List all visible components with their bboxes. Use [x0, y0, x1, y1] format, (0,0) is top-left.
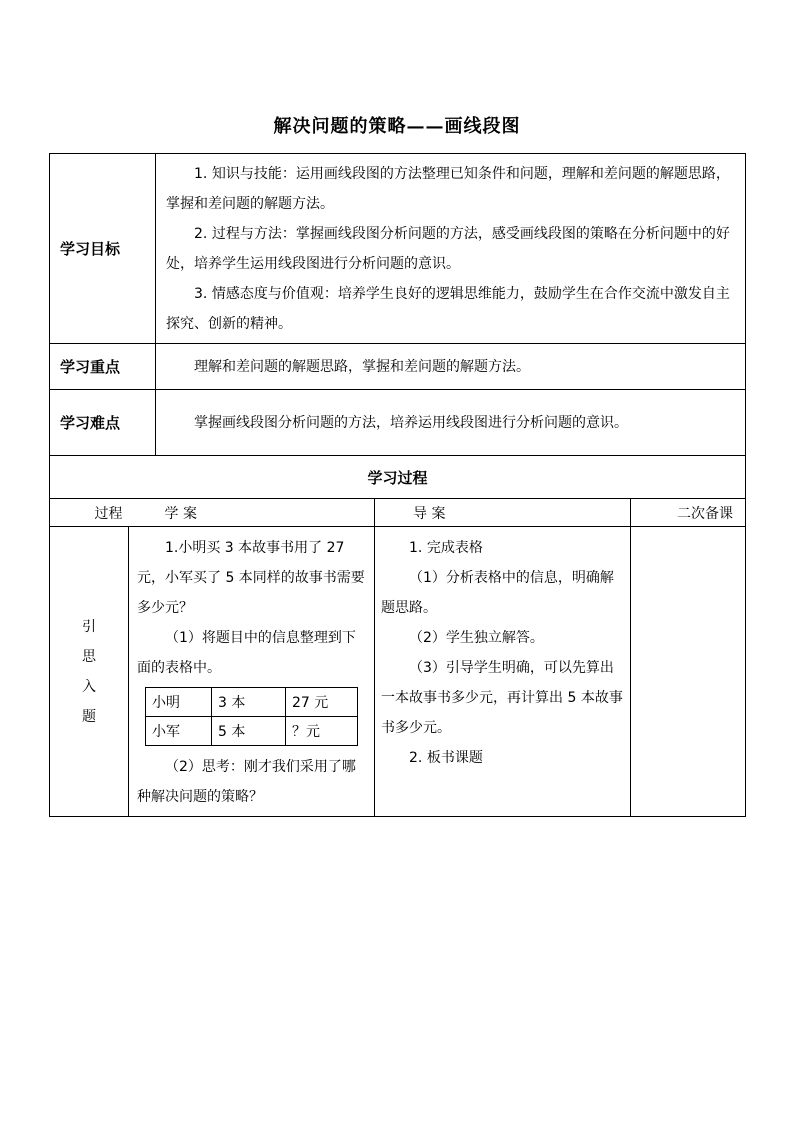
info-cell: 27 元 [286, 688, 358, 717]
info-cell: 5 本 [212, 717, 286, 746]
col-study: 学 案 [129, 499, 375, 527]
info-cell: ？元 [286, 717, 358, 746]
guide-item: 2. 板书课题 [409, 750, 483, 766]
goal-item-1: 1. 知识与技能：运用画线段图的方法整理已知条件和问题，理解和差问题的解题思路，掌握和差问题的解题方法。 [166, 165, 730, 212]
stage-char: 思 [82, 648, 96, 665]
guide-item: 1. 完成表格 [409, 540, 483, 556]
col-second: 二次备课 [631, 499, 746, 527]
col-guide: 导 案 [375, 499, 631, 527]
goal-item-3: 3. 情感态度与价值观：培养学生良好的逻辑思维能力，鼓励学生在合作交流中激发自主探究、创新的精神。 [166, 285, 730, 332]
difficulties-text: 掌握画线段图分析问题的方法，培养运用线段图进行分析问题的意识。 [194, 414, 629, 431]
guide-cell [375, 527, 631, 817]
info-row [146, 717, 358, 746]
study-cell [129, 527, 375, 817]
key-points-row [50, 344, 746, 390]
key-points-label: 学习重点 [50, 344, 156, 390]
process-heading-row [50, 456, 746, 499]
info-cell: 小军 [146, 717, 212, 746]
key-points-text: 理解和差问题的解题思路，掌握和差问题的解题方法。 [194, 358, 531, 375]
difficulties-label: 学习难点 [50, 390, 156, 456]
stage-cell [50, 527, 129, 817]
goals-content [156, 154, 746, 344]
stage-char: 题 [82, 708, 96, 725]
goal-item-2: 2. 过程与方法：掌握画线段图分析问题的方法，感受画线段图的策略在分析问题中的好处，培养学生运用线段图进行分析问题的意识。 [166, 225, 730, 272]
stage-char: 入 [82, 678, 96, 695]
stage-char: 引 [82, 618, 96, 635]
guide-item: （1）分析表格中的信息，明确解题思路。 [381, 570, 614, 616]
col-stage: 过程 [50, 499, 129, 527]
info-table [145, 687, 358, 746]
goals-row [50, 154, 746, 344]
info-row [146, 688, 358, 717]
lesson-plan-table [49, 153, 746, 817]
goals-label: 学习目标 [50, 154, 156, 344]
info-cell: 小明 [146, 688, 212, 717]
process-column-header [50, 499, 746, 527]
study-step-1: （1）将题目中的信息整理到下面的表格中。 [137, 630, 356, 676]
process-row-intro [50, 527, 746, 817]
guide-item: （2）学生独立解答。 [409, 630, 544, 646]
page-title: 解决问题的策略——画线段图 [273, 116, 521, 137]
study-question: 1.小明买 3 本故事书用了 27 元，小军买了 5 本同样的故事书需要多少元？ [137, 540, 365, 616]
info-cell: 3 本 [212, 688, 286, 717]
second-prep-cell [631, 527, 746, 817]
study-step-2: （2）思考：刚才我们采用了哪种解决问题的策略？ [137, 759, 356, 805]
process-heading: 学习过程 [50, 456, 746, 499]
difficulties-row [50, 390, 746, 456]
guide-item: （3）引导学生明确，可以先算出一本故事书多少元，再计算出 5 本故事书多少元。 [381, 660, 623, 736]
